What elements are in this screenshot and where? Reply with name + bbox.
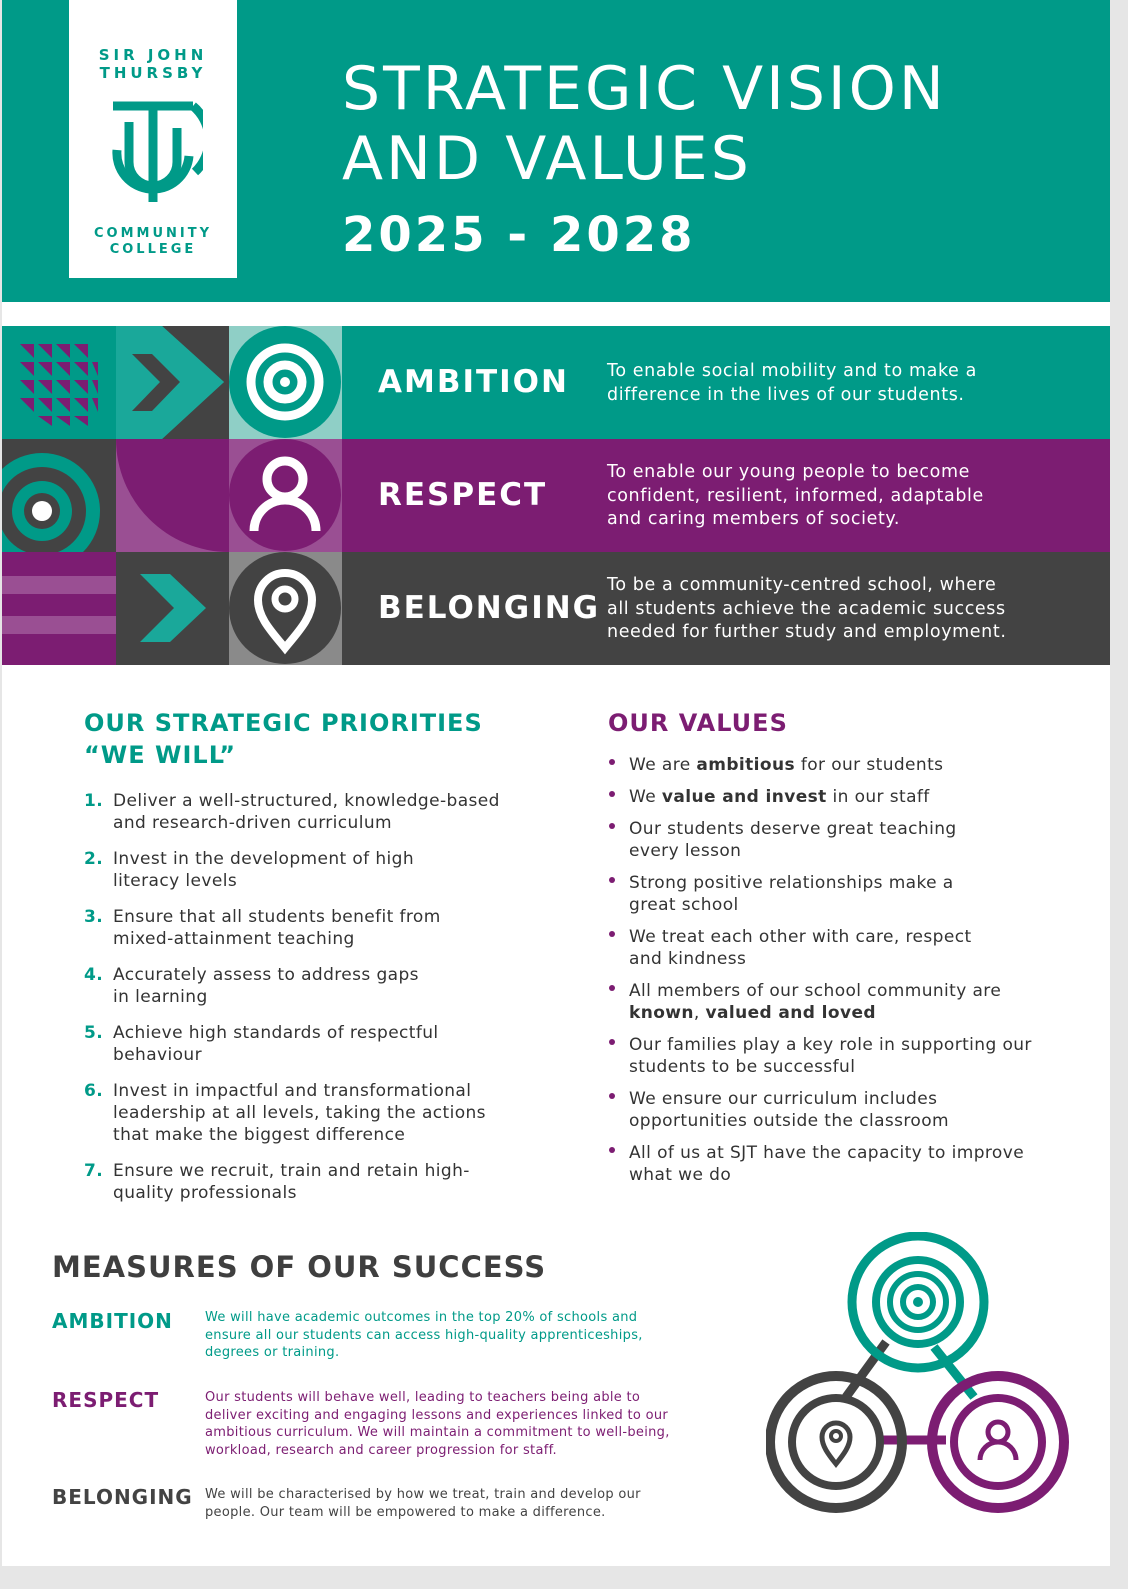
value-item: We ensure our curriculum includes opportunities outside the classroom [607,1088,1077,1132]
bullet-icon [609,1039,615,1045]
band-ambition-pattern [2,326,342,439]
band-belonging [2,552,1110,665]
value-item: We are ambitious for our students [607,754,1077,776]
bullet-icon [609,1093,615,1099]
bullet-icon [609,985,615,991]
bullet-icon [609,931,615,937]
measure-ambition-label: AMBITION [52,1309,173,1333]
priority-item: 3. Ensure that all students benefit from mixed-attainment teaching [84,907,441,949]
value-item: Our families play a key role in supporting our students to be successful [607,1034,1077,1078]
priority-item: 4. Accurately assess to address gaps in learning [84,965,419,1007]
values-circles-graphic [766,1232,1076,1532]
page-title-years: 2025 - 2028 [342,207,696,263]
measure-belonging-text: We will be characterised by how we treat, train and develop our people. Our team will be empowered to make a difference. [205,1487,641,1520]
band-ambition [2,326,1110,439]
page-title-line-1: STRATEGIC VISION [342,54,947,124]
band-respect-pattern [2,439,342,552]
measure-ambition-text: We will have academic outcomes in the top 20% of schools and ensure all our students can access high-quality apprenticeships, degrees or training. [205,1310,643,1360]
logo-text-bottom-1: COMMUNITY [93,226,213,241]
header-banner [2,0,1110,302]
priority-item: 6. Invest in impactful and transformational leadership at all levels, taking the actions that make the biggest difference [84,1081,486,1145]
priority-item: 5. Achieve high standards of respectful behaviour [84,1023,439,1065]
sjt-monogram-icon [103,92,203,217]
measure-respect-label: RESPECT [52,1388,160,1412]
measure-belonging-label: BELONGING [52,1485,193,1509]
band-ambition-title: AMBITION [378,364,569,400]
band-respect-description: To enable our young people to become confident, resilient, informed, adaptable and caring members of society. [607,462,984,529]
measures-heading: MEASURES OF OUR SUCCESS [52,1250,547,1284]
priorities-heading: OUR STRATEGIC PRIORITIES “WE WILL” [84,709,483,769]
page-title-line-2: AND VALUES [342,124,752,194]
priority-item: 2. Invest in the development of high literacy levels [84,849,415,891]
band-belonging-description: To be a community-centred school, where all students achieve the academic success needed for further study and employment. [607,575,1007,642]
value-item: All members of our school community are known, valued and loved [607,980,1077,1024]
band-belonging-title: BELONGING [378,590,601,626]
value-item: All of us at SJT have the capacity to improve what we do [607,1142,1077,1186]
values-list [607,754,1077,1196]
value-item: Strong positive relationships make a great school [607,872,1077,916]
band-belonging-pattern [2,552,342,665]
bullet-icon [609,823,615,829]
logo-text-top-2: THURSBY [99,64,207,82]
bullet-icon [609,759,615,765]
priorities-list [84,790,554,1218]
values-heading: OUR VALUES [608,709,788,737]
measure-respect-text: Our students will behave well, leading to teachers being able to deliver exciting and engaging lessons and experiences linked to our ambitious curriculum. We will maintain a commitment to well-being, workload, research and career progression for staff. [205,1390,670,1458]
page [2,0,1110,1566]
school-logo [69,0,237,278]
bullet-icon [609,1147,615,1153]
priority-item: 7. Ensure we recruit, train and retain high- quality professionals [84,1161,470,1203]
value-item: Our students deserve great teaching every lesson [607,818,1077,862]
bullet-icon [609,791,615,797]
band-respect-title: RESPECT [378,477,548,513]
band-ambition-description: To enable social mobility and to make a difference in the lives of our students. [607,361,977,405]
logo-text-bottom-2: COLLEGE [109,242,197,257]
value-item: We value and invest in our staff [607,786,1077,808]
logo-text-top-1: SIR JOHN [98,46,208,64]
bullet-icon [609,877,615,883]
value-item: We treat each other with care, respect and kindness [607,926,1077,970]
band-respect [2,439,1110,552]
person-icon [980,1422,1016,1460]
priority-item: 1. Deliver a well-structured, knowledge-based and research-driven curriculum [84,791,500,833]
